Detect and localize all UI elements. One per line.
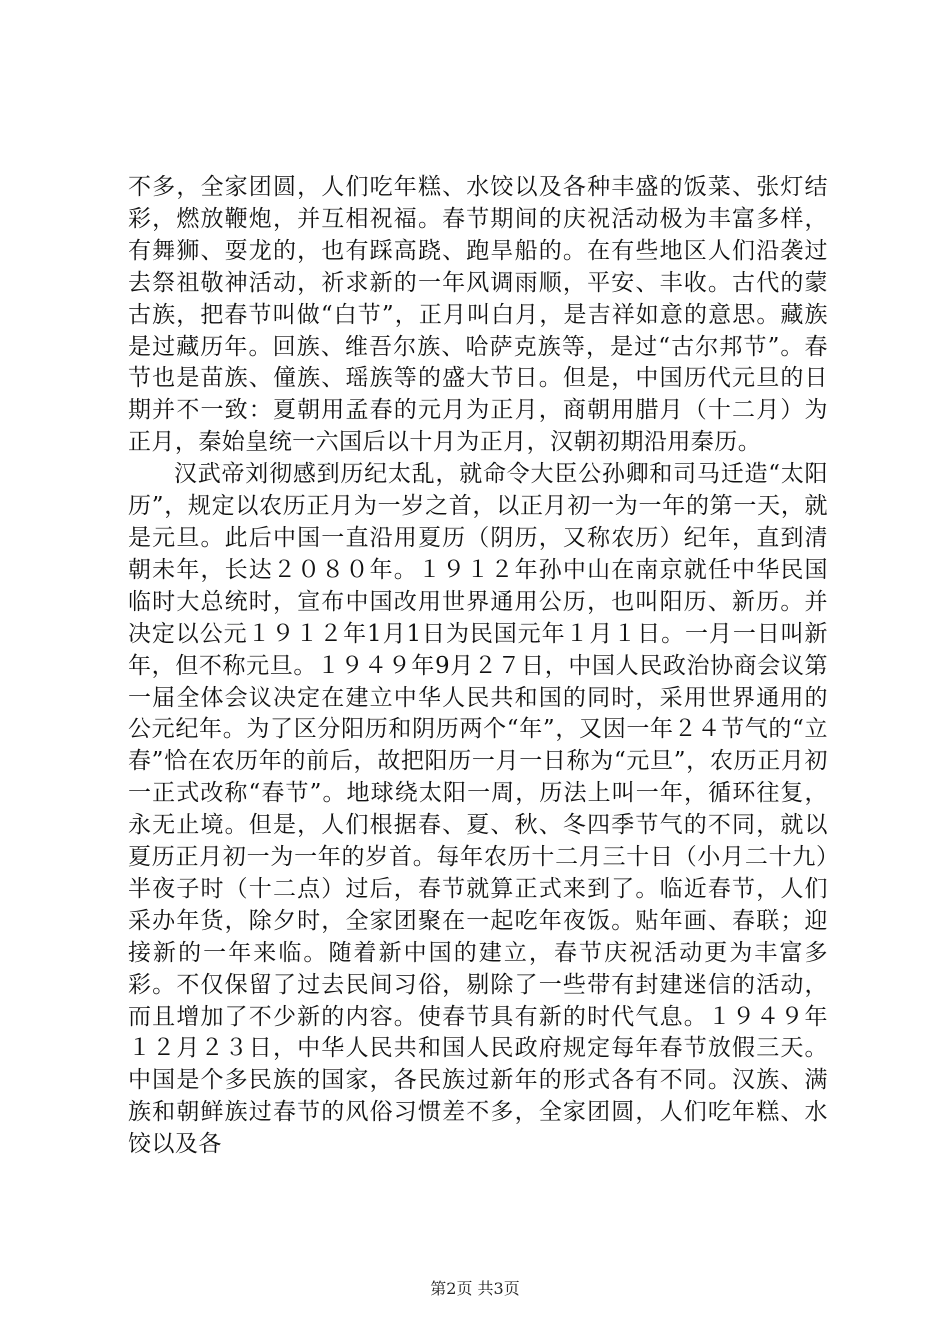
paragraph-2: 汉武帝刘彻感到历纪太乱，就命令大臣公孙卿和司马迁造“太阳历”，规定以农历正月为一岁之首，以正月初一为一年的第一天，就是元旦。此后中国一直沿用夏历（阴历，又称农历）纪年，直到清朝未年，长达２０８０年。１９１２年孙中山在南京就任中华民国临时大总统时，宣布中国改用世界通用公历，也叫阳历、新历。并决定以公元１９１２年1月1日为民国元年１月１日。一月一日叫新年，但不称元旦。１９４９年9月２７日，中国人民政治协商会议第一届全体会议决定在建立中华人民共和国的同时，采用世界通用的公元纪年。为了区分阳历和阴历两个“年”，又因一年２４节气的“立春”恰在农历年的前后，故把阳历一月一日称为“元旦”，农历正月初一正式改称“春节”。地球绕太阳一周，历法上叫一年，循环往复，永无止境。但是，人们根据春、夏、秋、冬四季节气的不同，就以夏历正月初一为一年的岁首。每年农历十二月三十日（小月二十九）半夜子时（十二点）过后，春节就算正式来到了。临近春节，人们采办年货，除夕时，全家团聚在一起吃年夜饭。贴年画、春联；迎接新的一年来临。随着新中国的建立，春节庆祝活动更为丰富多彩。不仅保留了过去民间习俗，剔除了一些带有封建迷信的活动，而且增加了不少新的内容。使春节具有新的时代气息。１９４９年１２月２３日，中华人民共和国人民政府规定每年春节放假三天。中国是个多民族的国家，各民族过新年的形式各有不同。汉族、满族和朝鲜族过春节的风俗习惯差不多，全家团圆，人们吃年糕、水饺以及各: [128, 461, 828, 1158]
page-footer: 第2页 共3页: [430, 1279, 520, 1298]
body-text: [128, 172, 828, 1161]
paragraph-1: 不多，全家团圆，人们吃年糕、水饺以及各种丰盛的饭菜、张灯结彩，燃放鞭炮，并互相祝福。春节期间的庆祝活动极为丰富多样，有舞狮、耍龙的，也有踩高跷、跑旱船的。在有些地区人们沿袭过去祭祖敬神活动，祈求新的一年风调雨顺，平安、丰收。古代的蒙古族，把春节叫做“白节”，正月叫白月，是吉祥如意的意思。藏族是过藏历年。回族、维吾尔族、哈萨克族等，是过“古尔邦节”。春节也是苗族、僮族、瑶族等的盛大节日。但是，中国历代元旦的日期并不一致：夏朝用孟春的元月为正月，商朝用腊月（十二月）为正月，秦始皇统一六国后以十月为正月，汉朝初期沿用秦历。: [128, 174, 828, 456]
